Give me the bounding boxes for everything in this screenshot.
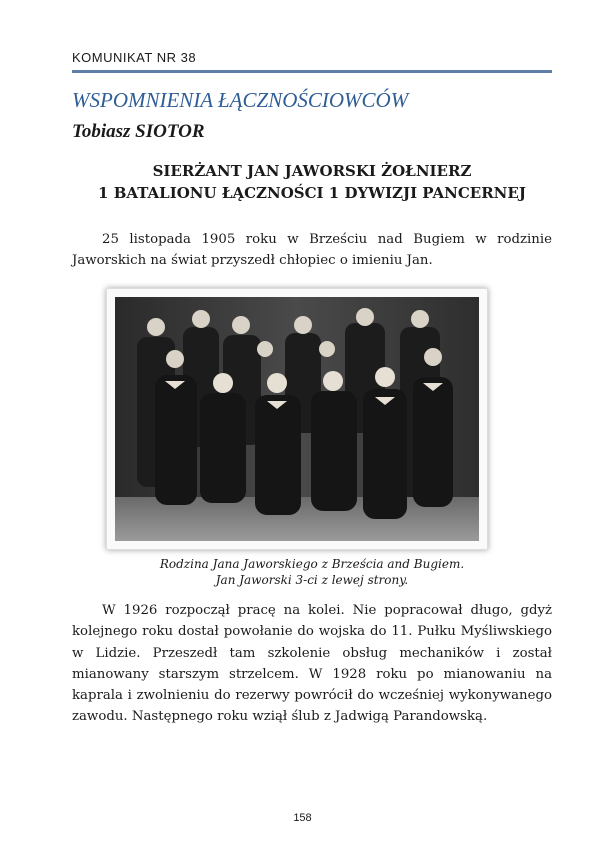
photograph-image — [115, 297, 479, 541]
page-number: 158 — [293, 812, 312, 824]
article-title-line-1: SIERŻANT JAN JAWORSKI ŻOŁNIERZ — [152, 162, 472, 180]
journal-issue-header: KOMUNIKAT NR 38 — [72, 50, 197, 65]
author-name: Tobiasz SIOTOR — [72, 121, 205, 142]
family-photograph — [106, 288, 488, 550]
paragraph-military-service: W 1926 rozpoczął pracę na kolei. Nie popracował długo, gdyż kolejnego roku dostał powołanie do wojska do 11. Pułku Myśliwskiego w Lidzie. Przeszedł tam szkolenie obsług mechaników i został mianowany starszym strzelcem. W 1928 roku po mianowaniu na kaprala i zwolnieniu do rezerwy powrócił do wcześniej wykonywanego zawodu. Następnego roku wziął ślub z Jadwigą Parandowską. — [72, 603, 552, 725]
section-title: WSPOMNIENIA ŁĄCZNOŚCIOWCÓW — [72, 88, 409, 112]
photo-caption-line-2: Jan Jaworski 3-ci z lewej strony. — [215, 573, 409, 587]
article-title — [72, 160, 552, 204]
photo-caption-line-1: Rodzina Jana Jaworskiego z Brześcia and Bugiem. — [159, 557, 465, 571]
header-rule — [72, 70, 552, 73]
article-title-line-2: 1 BATALIONU ŁĄCZNOŚCI 1 DYWIZJI PANCERNEJ — [98, 184, 526, 202]
paragraph-intro: 25 listopada 1905 roku w Brześciu nad Bugiem w rodzinie Jaworskich na świat przyszedł chłopiec o imieniu Jan. — [72, 232, 552, 269]
photo-caption — [72, 556, 552, 588]
